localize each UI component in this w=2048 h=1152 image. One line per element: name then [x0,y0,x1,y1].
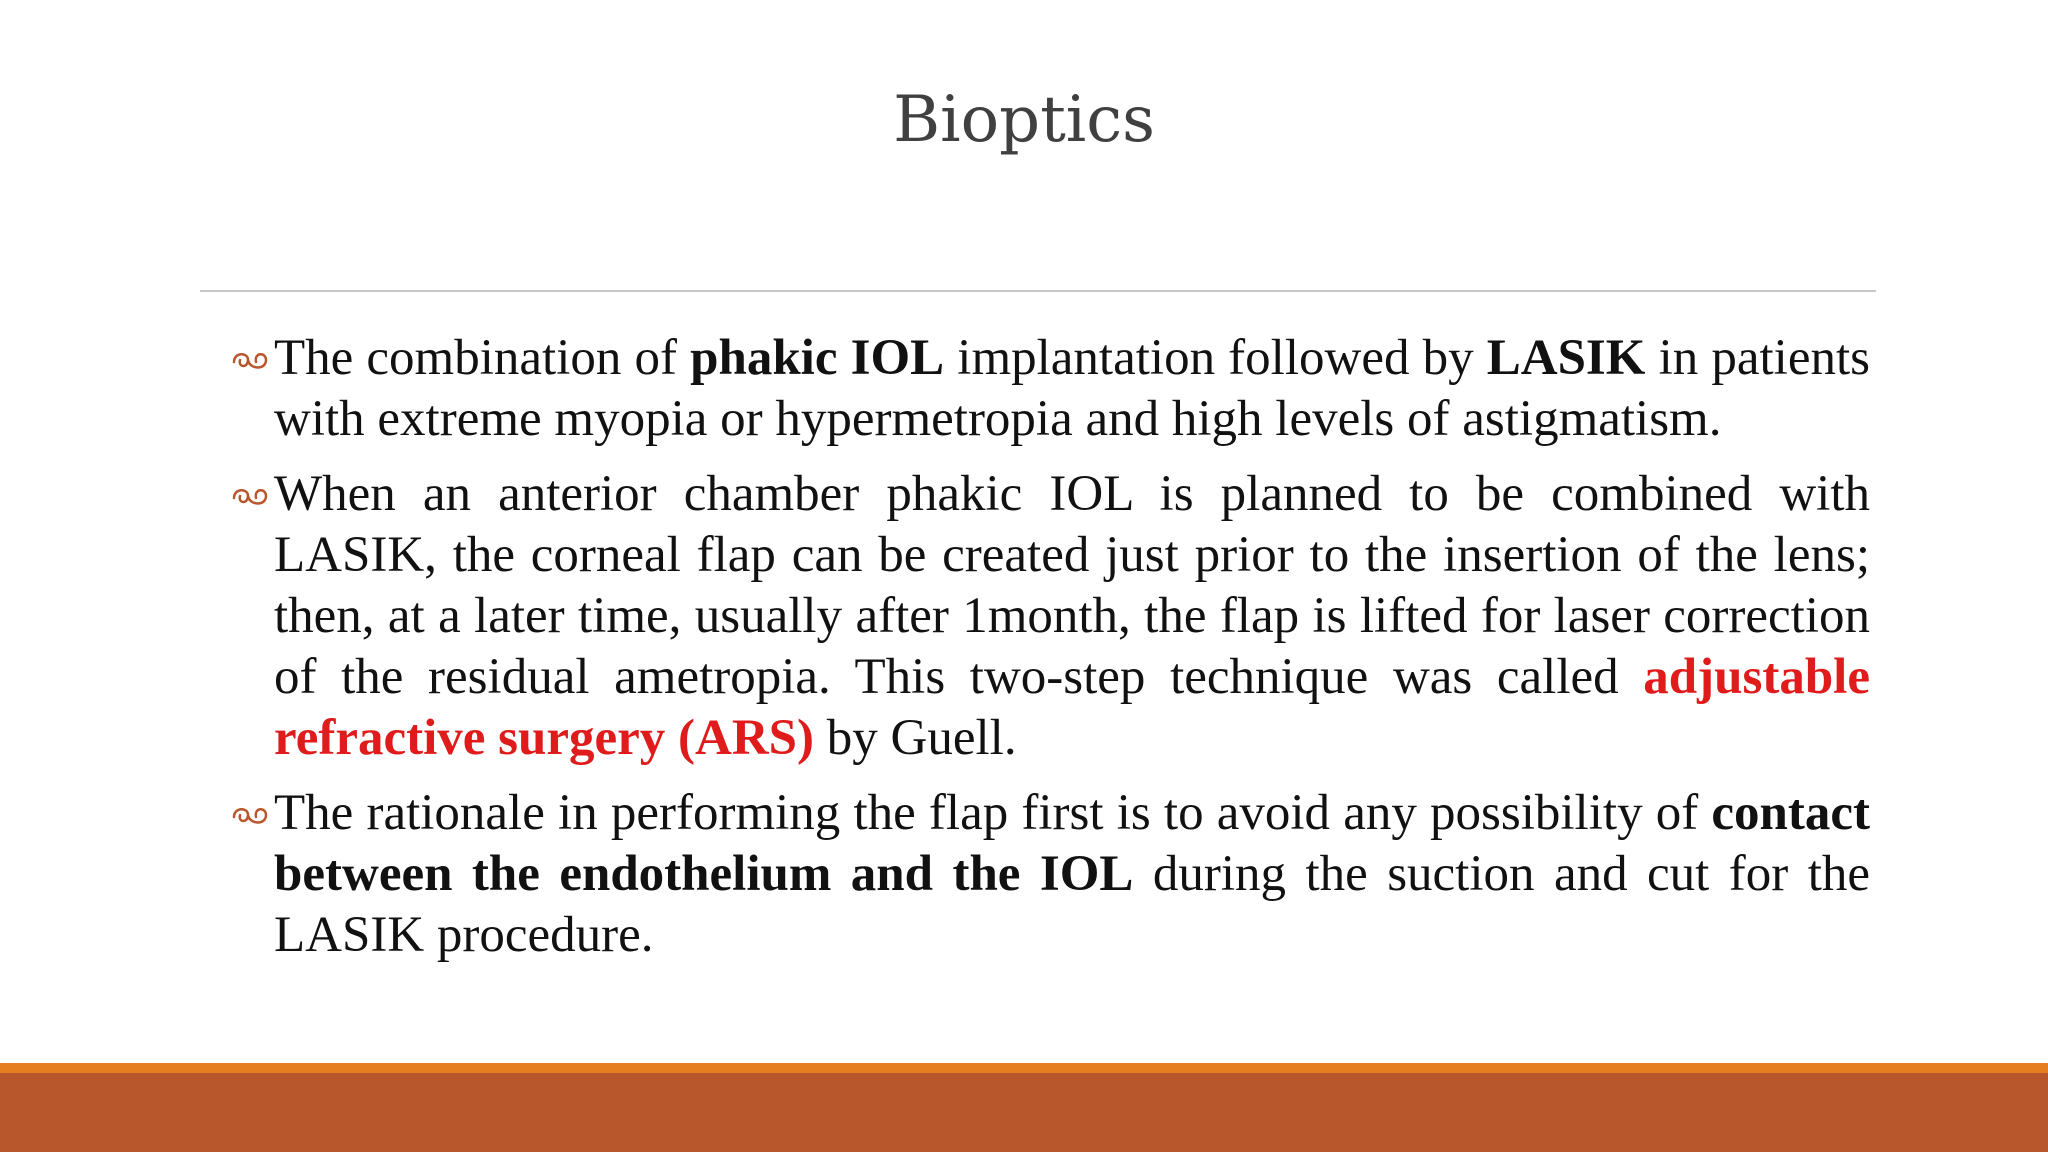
bullet-text [274,464,1870,769]
bold-term: phakic IOL [690,330,945,386]
slide-title: Bioptics [893,83,1155,157]
bullet-text-part: When an anterior chamber phakic IOL is planned to be combined with LASIK, the corneal flap can be created just prior to the insertion of the lens; then, at a later time, usually after 1month, the flap is lifted for laser correction of the residual ametropia. This two-step technique was called [274,466,1870,705]
swash-bullet-icon [230,476,270,516]
bullet-text [274,783,1870,966]
swash-bullet-icon [230,795,270,835]
bullet-text-part: The rationale in performing the flap first is to avoid any possibility of [274,785,1712,841]
bullet-text-part: The combination of [274,330,691,386]
footer-accent-bar [0,1063,2048,1073]
bullet-text-part: implantation followed by [944,330,1487,386]
bullet-text-part: during the suction and cut for the LASIK procedure. [274,846,1870,963]
bullet-item [230,328,1870,450]
bullet-text [274,328,1870,450]
footer-bar [0,1073,2048,1152]
swash-bullet-icon [230,340,270,380]
title-divider [200,290,1876,292]
bold-term: LASIK [1486,330,1646,386]
bullet-text-part: in patients with extreme myopia or hypermetropia and high levels of astigmatism. [274,330,1870,447]
bullet-item [230,464,1870,769]
bold-term: contact between the endothelium and the IOL [274,785,1870,902]
highlight-term: adjustable refractive surgery (ARS) [274,649,1870,766]
bullet-item [230,783,1870,966]
bullet-text-part: by Guell. [814,710,1017,766]
bullet-list [230,328,1870,980]
